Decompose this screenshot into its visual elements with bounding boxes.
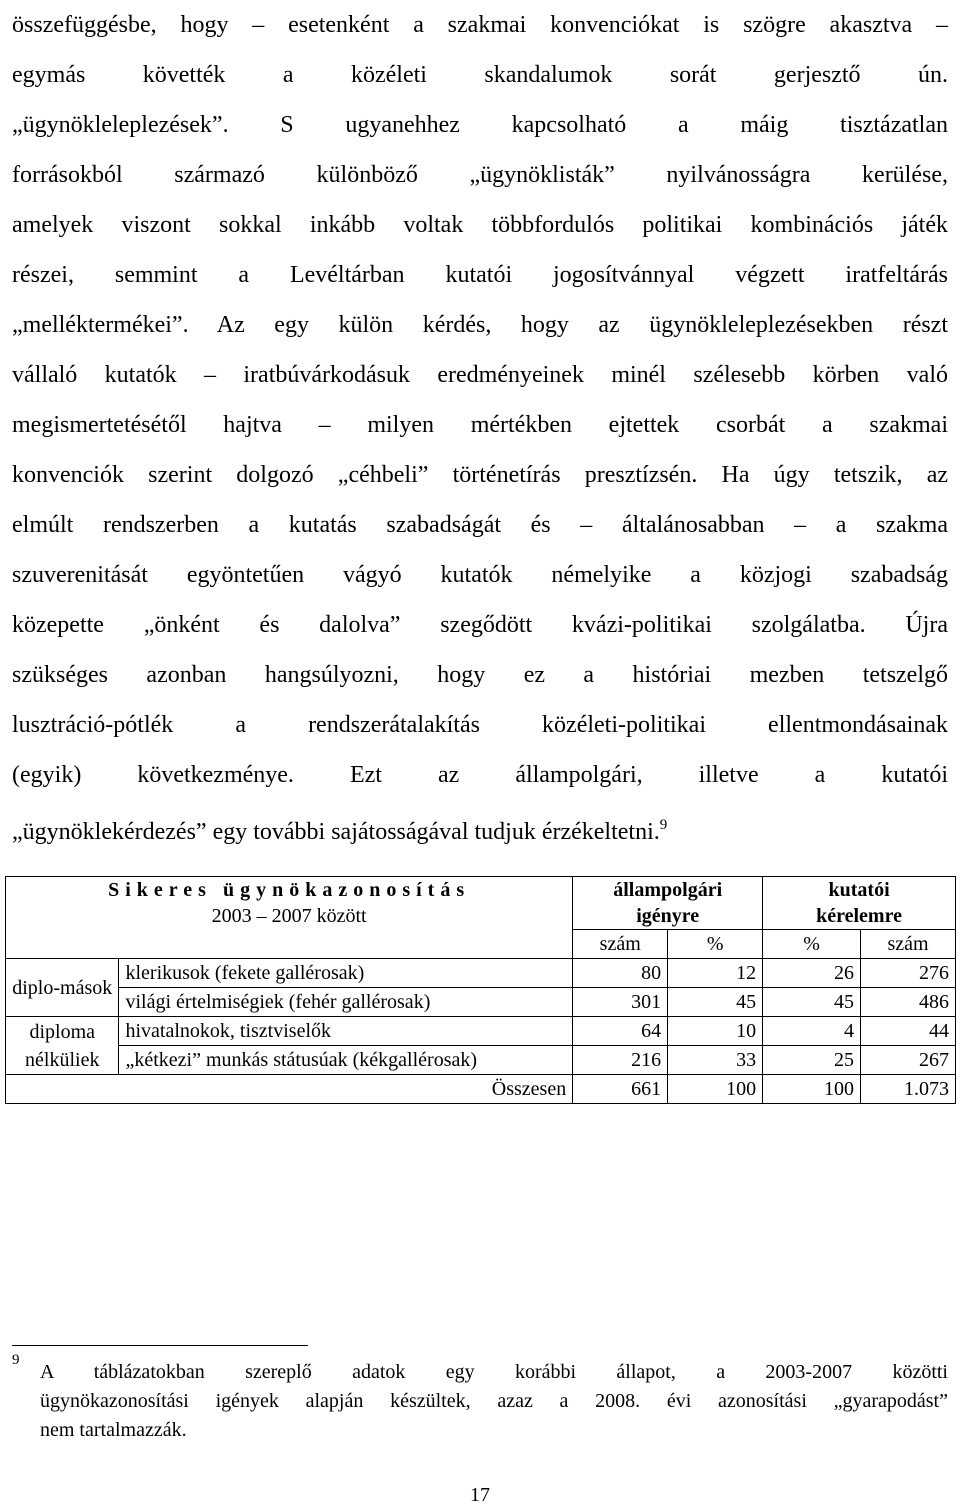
total-citizen-count: 661: [573, 1075, 668, 1104]
cell-researcher-pct: 4: [763, 1017, 861, 1046]
footnote-line: nem tartalmazzák.: [40, 1419, 187, 1441]
total-researcher-pct: 100: [763, 1075, 861, 1104]
text-line-last: [12, 800, 948, 850]
footnote-reference[interactable]: 9: [659, 817, 668, 833]
group-label-non-graduates: diploma nélküliek: [6, 1017, 119, 1075]
group-label-graduates: diplo-mások: [6, 959, 119, 1017]
text-line-content: „ügynöklekérdezés” egy további sajátosságával tudjuk érzékeltetni.: [12, 819, 660, 845]
table-total-row: [6, 1075, 956, 1104]
subheader-szam: szám: [861, 930, 956, 959]
table-row: [6, 959, 956, 988]
cell-citizen-count: 64: [573, 1017, 668, 1046]
cell-researcher-count: 44: [861, 1017, 956, 1046]
total-citizen-pct: 100: [668, 1075, 763, 1104]
cell-researcher-pct: 45: [763, 988, 861, 1017]
table-row: [6, 1017, 956, 1046]
subheader-szam: szám: [573, 930, 668, 959]
row-label: „kétkezi” munkás státusúak (kékgallérosak): [119, 1046, 573, 1075]
text-line: szuverenitását egyöntetűen vágyó kutatók némelyike a közjogi szabadság: [12, 562, 948, 588]
row-label: hivatalnokok, tisztviselők: [119, 1017, 573, 1046]
cell-citizen-count: 216: [573, 1046, 668, 1075]
table-title-cell: [6, 877, 573, 930]
footnote-line: ügynökazonosítási igények alapján készültek, azaz a 2008. évi azonosítási „gyarapodást”: [40, 1390, 948, 1412]
text-line: összefüggésbe, hogy – esetenként a szakmai konvenciókat is szögre akasztva –: [12, 12, 948, 38]
row-label: világi értelmiségiek (fehér gallérosak): [119, 988, 573, 1017]
text-line: egymás követték a közéleti skandalumok sorát gerjesztő ún.: [12, 62, 948, 88]
cell-citizen-pct: 10: [668, 1017, 763, 1046]
text-line: forrásokból származó különböző „ügynöklisták” nyilvánosságra kerülése,: [12, 162, 948, 188]
results-table: [5, 876, 956, 1104]
table-title: Sikeres ügynökazonosítás: [108, 879, 471, 902]
cell-citizen-pct: 45: [668, 988, 763, 1017]
text-line: közepette „önként és dalolva” szegődött kvázi-politikai szolgálatba. Újra: [12, 612, 948, 638]
cell-researcher-count: 267: [861, 1046, 956, 1075]
table-row: [6, 1046, 956, 1075]
empty-header-cell: [6, 930, 573, 959]
text-line: (egyik) következménye. Ezt az állampolgári, illetve a kutatói: [12, 762, 948, 788]
total-label: Összesen: [6, 1075, 573, 1104]
cell-citizen-pct: 12: [668, 959, 763, 988]
cell-citizen-count: 301: [573, 988, 668, 1017]
footnote-line: A táblázatokban szereplő adatok egy korábbi állapot, a 2003-2007 közötti: [40, 1361, 948, 1383]
footnote-separator: [12, 1345, 308, 1346]
footnote-text: [40, 1358, 948, 1445]
cell-citizen-pct: 33: [668, 1046, 763, 1075]
text-line: „melléktermékei”. Az egy külön kérdés, hogy az ügynökleleplezésekben részt: [12, 312, 948, 338]
cell-researcher-pct: 25: [763, 1046, 861, 1075]
page-number: 17: [470, 1484, 490, 1506]
text-line: megismertetésétől hajtva – milyen mértékben ejtettek csorbát a szakmai: [12, 412, 948, 438]
subheader-pct: %: [668, 930, 763, 959]
cell-citizen-count: 80: [573, 959, 668, 988]
subheader-pct: %: [763, 930, 861, 959]
cell-researcher-count: 486: [861, 988, 956, 1017]
text-line: amelyek viszont sokkal inkább voltak többfordulós politikai kombinációs játék: [12, 212, 948, 238]
text-line: vállaló kutatók – iratbúvárkodásuk eredményeinek minél szélesebb körben való: [12, 362, 948, 388]
text-line: „ügynökleleplezések”. S ugyanehhez kapcsolható a máig tisztázatlan: [12, 112, 948, 138]
cell-researcher-pct: 26: [763, 959, 861, 988]
text-line: lusztráció-pótlék a rendszerátalakítás közéleti-politikai ellentmondásainak: [12, 712, 948, 738]
total-researcher-count: 1.073: [861, 1075, 956, 1104]
text-line: konvenciók szerint dolgozó „céhbeli” történetírás presztízsén. Ha úgy tetszik, az: [12, 462, 948, 488]
footnote-number: 9: [12, 1352, 20, 1368]
table-row: [6, 988, 956, 1017]
text-line: részei, semmint a Levéltárban kutatói jogosítvánnyal végzett iratfeltárás: [12, 262, 948, 288]
col-header-citizen: állampolgári igényre: [573, 877, 763, 930]
text-line: szükséges azonban hangsúlyozni, hogy ez a históriai mezben tetszelgő: [12, 662, 948, 688]
col-header-researcher: kutatói kérelemre: [763, 877, 956, 930]
text-line: elmúlt rendszerben a kutatás szabadságát és – általánosabban – a szakma: [12, 512, 948, 538]
body-paragraph: [12, 0, 948, 850]
cell-researcher-count: 276: [861, 959, 956, 988]
table-period: 2003 – 2007 között: [211, 905, 367, 928]
row-label: klerikusok (fekete gallérosak): [119, 959, 573, 988]
